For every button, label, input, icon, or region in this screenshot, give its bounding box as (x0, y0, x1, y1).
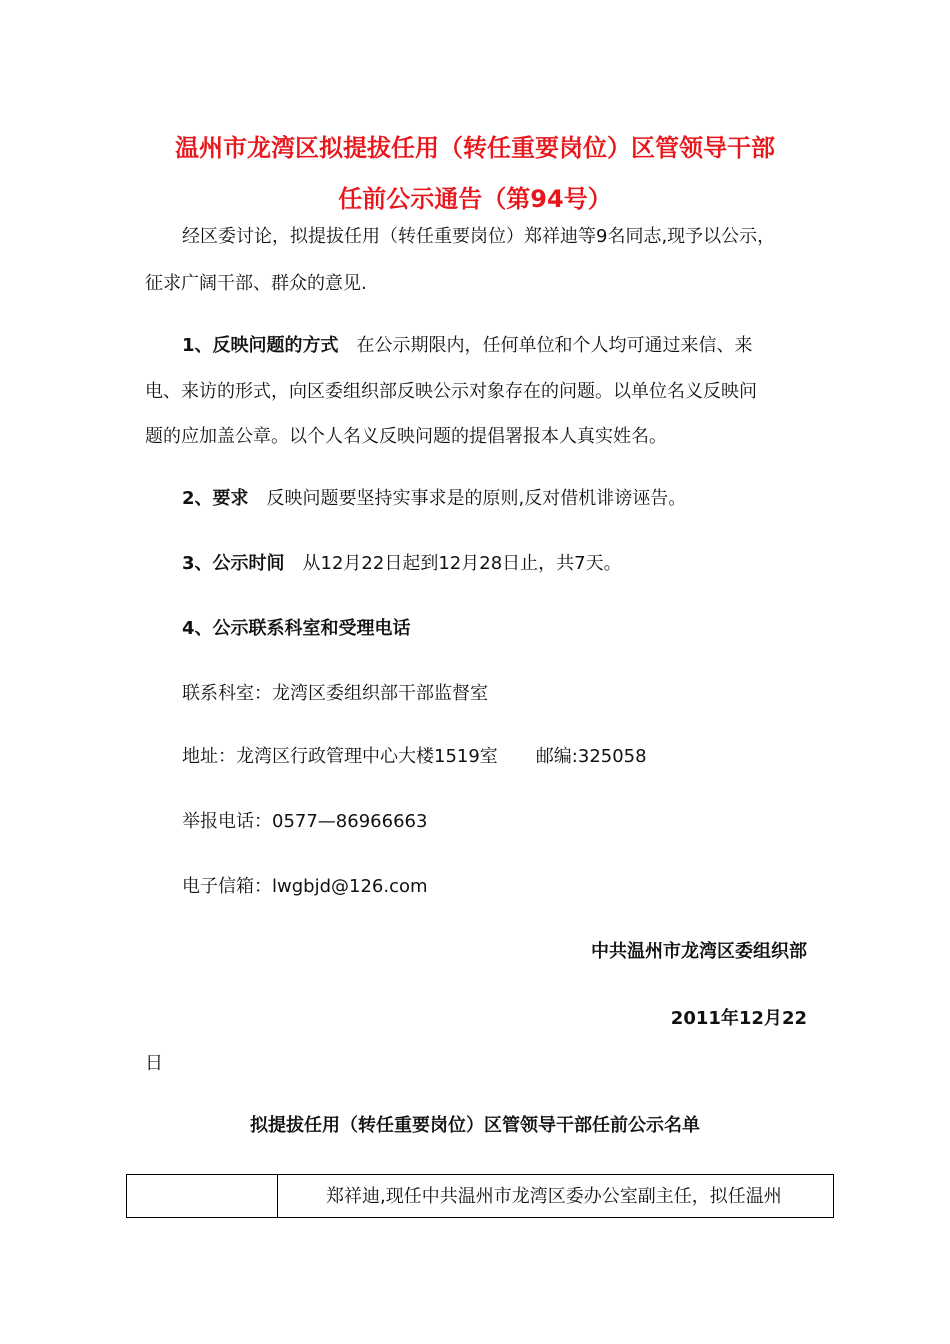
intro-line1: 经区委讨论，拟提拔任用（转任重要岗位）郑祥迪等9名同志,现予以公示， (182, 226, 776, 247)
document-title-line1: 温州市龙湾区拟提拔任用（转任重要岗位）区管领导干部 (175, 134, 775, 162)
section1-line2: 电、来访的形式，向区委组织部反映公示对象存在的问题。以单位名义反映问 (145, 381, 757, 402)
signature-date-tail: 日 (145, 1053, 163, 1074)
contact-office: 联系科室：龙湾区委组织部干部监督室 (182, 683, 488, 704)
section3-text: 从12月22日起到12月28日止，共7天。 (302, 553, 622, 574)
contact-postcode: 邮编:325058 (535, 746, 647, 767)
list-title: 拟提拔任用（转任重要岗位）区管领导干部任前公示名单 (250, 1115, 700, 1136)
document-title-line2: 任前公示通告（第94号） (338, 185, 612, 213)
nominee-table (126, 1174, 834, 1218)
table-cell-description: 郑祥迪,现任中共温州市龙湾区委办公室副主任，拟任温州 (326, 1186, 782, 1207)
signature-org: 中共温州市龙湾区委组织部 (591, 941, 807, 962)
section3-heading: 3、公示时间 (182, 553, 285, 574)
section2-heading: 2、要求 (182, 488, 249, 509)
section1-heading: 1、反映问题的方式 (182, 335, 339, 356)
contact-email: 电子信箱：lwgbjd@126.com (182, 876, 428, 897)
section3-line (182, 552, 622, 576)
section4-heading: 4、公示联系科室和受理电话 (182, 618, 411, 639)
signature-date: 2011年12月22 (670, 1008, 807, 1029)
table-cell-label (127, 1175, 278, 1217)
intro-line2: 征求广阔干部、群众的意见. (145, 273, 367, 294)
section2-line (182, 487, 686, 511)
contact-phone: 举报电话：0577—86966663 (182, 811, 428, 832)
section1-line1 (182, 334, 753, 358)
section1-line3: 题的应加盖公章。以个人名义反映问题的提倡署报本人真实姓名。 (145, 426, 667, 447)
contact-address: 地址：龙湾区行政管理中心大楼1519室 (182, 746, 498, 767)
section2-text: 反映问题要坚持实事求是的原则,反对借机诽谤诬告。 (266, 488, 687, 509)
section1-text1: 在公示期限内，任何单位和个人均可通过来信、来 (356, 335, 753, 356)
contact-address-line (182, 745, 647, 769)
